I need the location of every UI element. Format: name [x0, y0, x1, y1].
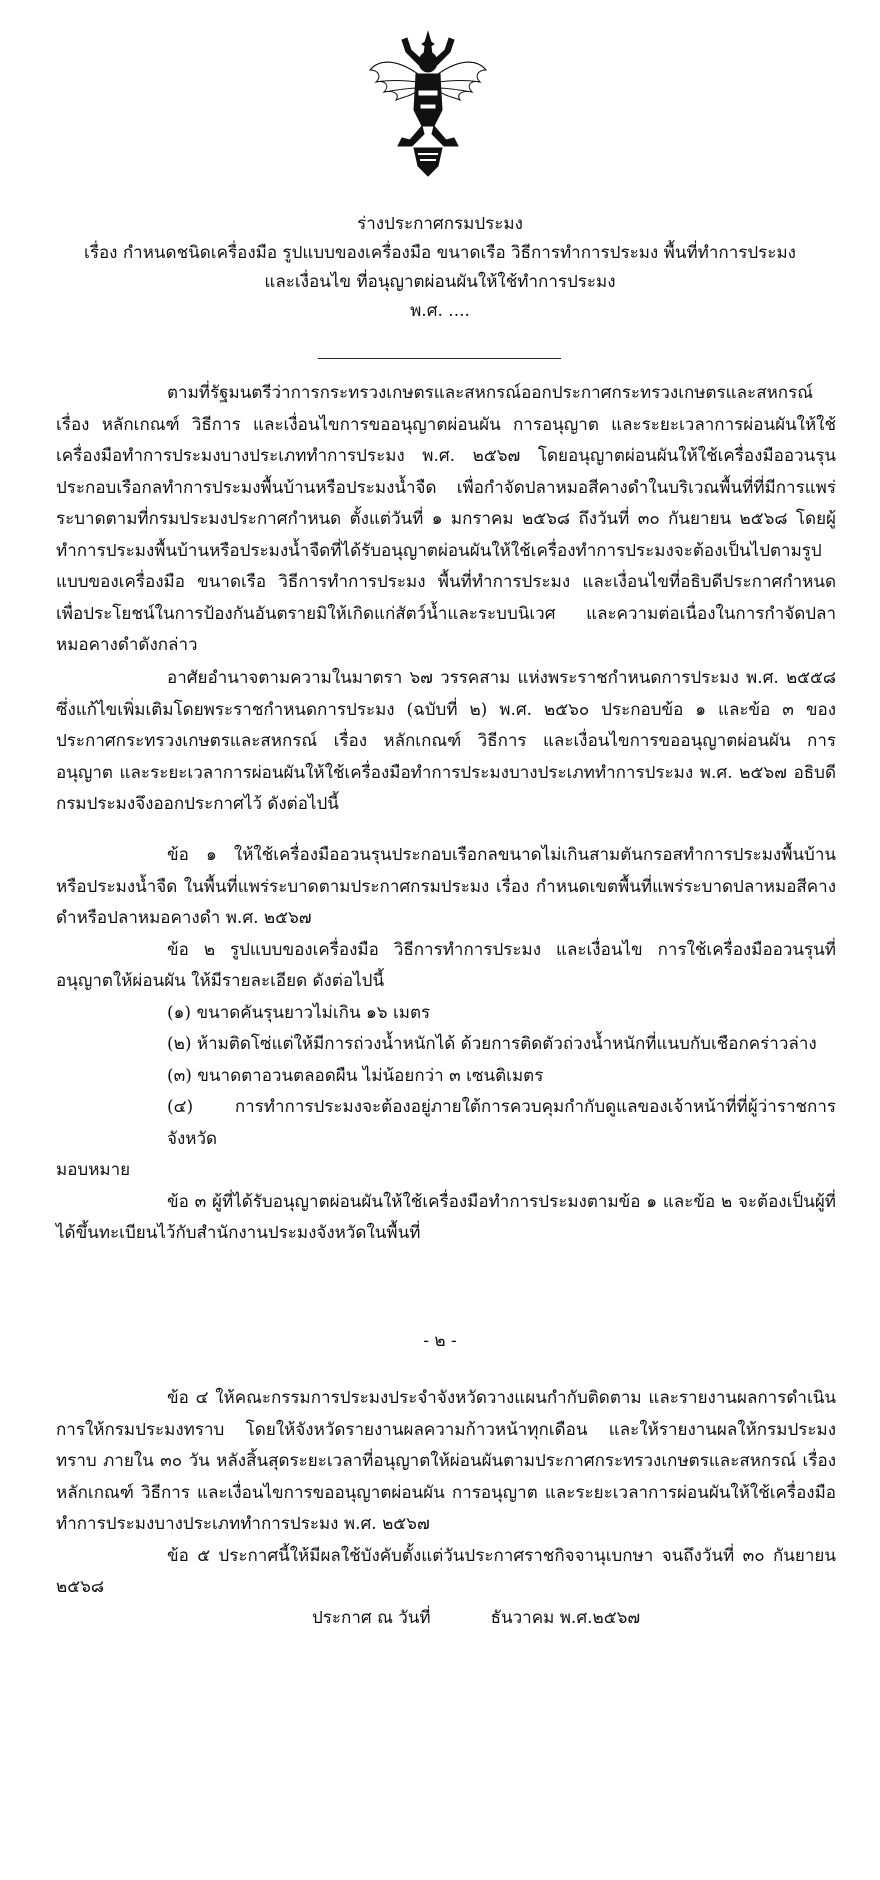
clause-2-item-4: (๔) การทำการประมงจะต้องอยู่ภายใต้การควบคุมกำกับดูแลของเจ้าหน้าที่ที่ผู้ว่าราชการจังหวัด	[167, 1097, 836, 1149]
preamble-section	[56, 378, 836, 662]
page-2-section	[56, 1383, 836, 1604]
clause-2-item-1: (๑) ขนาดคันรุนยาวไม่เกิน ๑๖ เมตร	[167, 1002, 431, 1023]
title-divider	[318, 358, 561, 359]
garuda-emblem-icon	[368, 30, 488, 180]
authority-paragraph: อาศัยอำนาจตามความในมาตรา ๖๗ วรรคสาม แห่งพระราชกำหนดการประมง พ.ศ. ๒๕๕๘ ซึ่งแก้ไขเพิ่มเติมโดยพระราชกำหนดการประมง (ฉบับที่ ๒) พ.ศ. ๒๕๖๐ ประกอบข้อ ๑ และข้อ ๓ ของประกาศกระทรวงเกษตรและสหกรณ์ เรื่อง หลักเกณฑ์ วิธีการ และเงื่อนไขการขออนุญาตผ่อนผัน การอนุญาต และระยะเวลาการผ่อนผันให้ใช้เครื่องมือทำการประมงบางประเภททำการประมง พ.ศ. ๒๕๖๗ อธิบดีกรมประมงจึงออกประกาศไว้ ดังต่อไปนี้	[56, 668, 836, 814]
clauses-section	[56, 840, 836, 1250]
announce-date: ธันวาคม พ.ศ.๒๕๖๗	[490, 1608, 641, 1628]
clause-1: ข้อ ๑ ให้ใช้เครื่องมืออวนรุนประกอบเรือกลขนาดไม่เกินสามตันกรอสทำการประมงพื้นบ้านหรือประมงน้ำจืด ในพื้นที่แพร่ระบาดตามประกาศกรมประมง เรื่อง กำหนดเขตพื้นที่แพร่ระบาดปลาหมอสีคางดำหรือปลาหมอคางดำ พ.ศ. ๒๕๖๗	[56, 845, 836, 928]
clause-2-item-2: (๒) ห้ามติดโซ่แต่ให้มีการถ่วงน้ำหนักได้ ด้วยการติดตัวถ่วงน้ำหนักที่แนบกับเชือกคร่าวล่าง	[167, 1034, 817, 1054]
clause-5: ข้อ ๕ ประกาศนี้ให้มีผลใช้บังคับตั้งแต่วันประกาศราชกิจจานุเบกษา จนถึงวันที่ ๓๐ กันยายน ๒๕๖๘	[56, 1545, 836, 1597]
year-line: พ.ศ. ....	[410, 301, 470, 321]
announcement-date-line	[312, 1604, 640, 1631]
document-type: ร่างประกาศกรมประมง	[357, 214, 523, 234]
clause-4: ข้อ ๔ ให้คณะกรรมการประมงประจำจังหวัดวางแผนกำกับติดตาม และรายงานผลการดำเนินการให้กรมประมงทราบ โดยให้จังหวัดรายงานผลความก้าวหน้าทุกเดือน และให้รายงานผลให้กรมประมงทราบ ภายใน ๓๐ วัน หลังสิ้นสุดระยะเวลาที่อนุญาตให้ผ่อนผันตามประกาศกระทรวงเกษตรและสหกรณ์ เรื่อง หลักเกณฑ์ วิธีการ และเงื่อนไขการขออนุญาตผ่อนผัน การอนุญาต และระยะเวลาการผ่อนผันให้ใช้เครื่องมือทำการประมงบางประเภททำการประมง พ.ศ. ๒๕๖๗	[56, 1388, 836, 1534]
announce-label: ประกาศ ณ วันที่	[312, 1608, 431, 1628]
subject-line-1: เรื่อง กำหนดชนิดเครื่องมือ รูปแบบของเครื่องมือ ขนาดเรือ วิธีการทำการประมง พื้นที่ทำการประมง	[84, 243, 796, 263]
preamble-paragraph: ตามที่รัฐมนตรีว่าการกระทรวงเกษตรและสหกรณ์ออกประกาศกระทรวงเกษตรและสหกรณ์ เรื่อง หลักเกณฑ์ วิธีการ และเงื่อนไขการขออนุญาตผ่อนผัน การอนุญาต และระยะเวลาการผ่อนผันให้ใช้เครื่องมือทำการประมงบางประเภททำการประมง พ.ศ. ๒๕๖๗ โดยอนุญาตผ่อนผันให้ใช้เครื่องมืออวนรุนประกอบเรือกลทำการประมงพื้นบ้านหรือประมงน้ำจืด เพื่อกำจัดปลาหมอสีคางดำในบริเวณพื้นที่ที่มีการแพร่ระบาดตามที่กรมประมงประกาศกำหนด ตั้งแต่วันที่ ๑ มกราคม ๒๕๖๘ ถึงวันที่ ๓๐ กันยายน ๒๕๖๘ โดยผู้ทำการประมงพื้นบ้านหรือประมงน้ำจืดที่ได้รับอนุญาตผ่อนผันให้ใช้เครื่องทำการประมงจะต้องเป็นไปตามรูปแบบของเครื่องมือ ขนาดเรือ วิธีการทำการประมง พื้นที่ทำการประมง และเงื่อนไขที่อธิบดีประกาศกำหนด เพื่อประโยชน์ในการป้องกันอันตรายมิให้เกิดแก่สัตว์น้ำและระบบนิเวศ และความต่อเนื่องในการกำจัดปลาหมอคางดำดังกล่าว	[56, 383, 836, 655]
page-number: - ๒ -	[423, 1331, 457, 1351]
clause-2-item-3: (๓) ขนาดตาอวนตลอดผืน ไม่น้อยกว่า ๓ เซนติเมตร	[167, 1065, 544, 1086]
clause-3: ข้อ ๓ ผู้ที่ได้รับอนุญาตผ่อนผันให้ใช้เครื่องมือทำการประมงตามข้อ ๑ และข้อ ๒ จะต้องเป็นผู้ที่ได้ขึ้นทะเบียนไว้กับสำนักงานประมงจังหวัดในพื้นที่	[56, 1191, 836, 1243]
subject-line-2: และเงื่อนไข ที่อนุญาตผ่อนผันให้ใช้ทำการประมง	[264, 272, 616, 292]
authority-section	[56, 663, 836, 821]
clause-2-item-4-continued: มอบหมาย	[56, 1160, 131, 1180]
title-block	[40, 210, 840, 326]
clause-2: ข้อ ๒ รูปแบบของเครื่องมือ วิธีการทำการประมง และเงื่อนไข การใช้เครื่องมืออวนรุนที่อนุญาตให้ผ่อนผัน ให้มีรายละเอียด ดังต่อไปนี้	[56, 939, 836, 991]
